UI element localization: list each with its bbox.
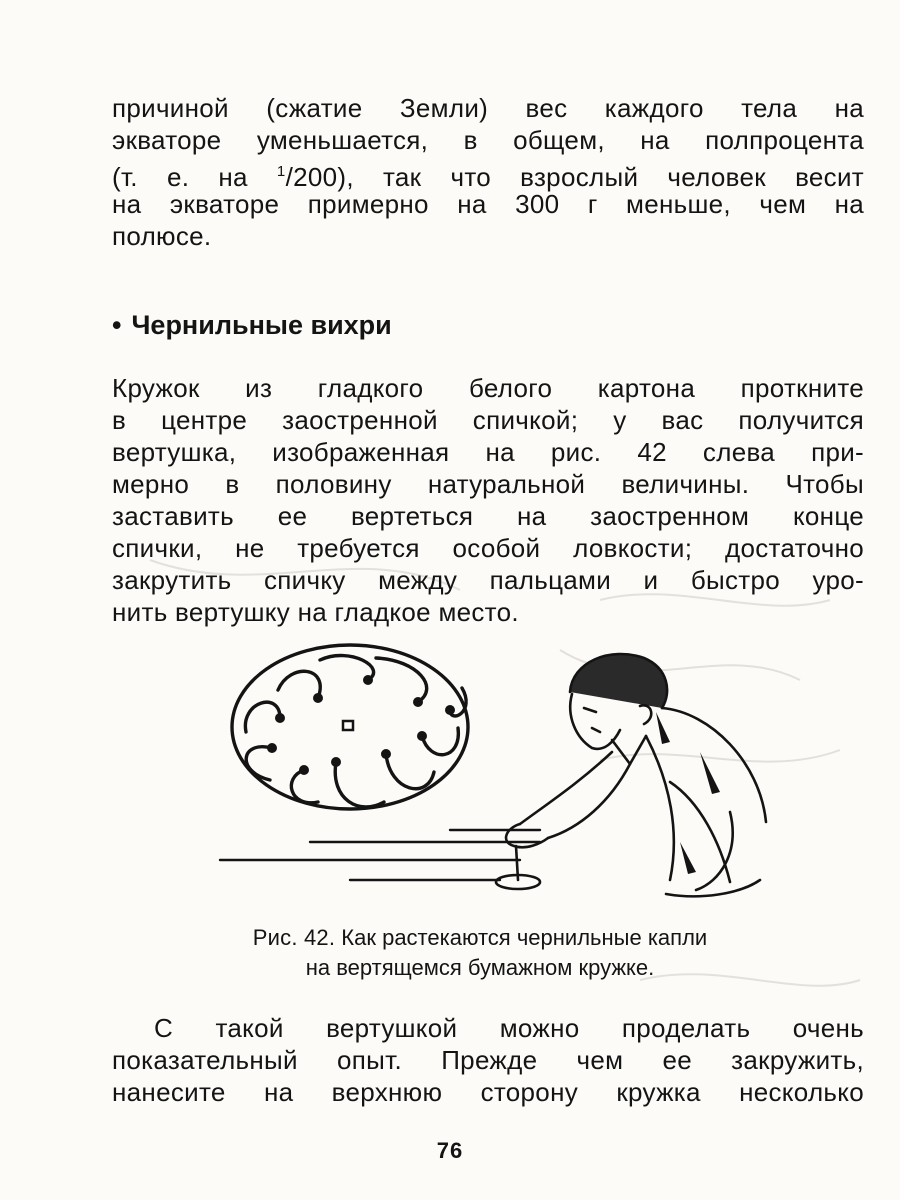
text-line-fraction [112,156,864,192]
caption-label: Рис. 42. [252,925,336,950]
paragraph-intro [112,92,864,252]
text-line: Кружок из гладкого белого картона проткните [112,373,864,403]
text-line: вертушка, изображенная на рис. 42 слева при- [112,437,864,467]
text-line: мерно в половину натуральной величины. Чтобы [112,469,864,499]
shading-marks [656,712,720,874]
boy-figure [496,654,766,896]
section-heading [112,308,392,342]
text-line: экваторе уменьшается, в общем, на полпроцента [112,125,864,155]
text-line: полюсе. [112,221,212,251]
ink-disc-drawing [232,645,468,809]
text-line: в центре заостренной спичкой; у вас получится [112,405,864,435]
paragraph-experiment [112,1012,864,1108]
text-fragment: (т. е. на [112,162,277,192]
text-line: причиной (сжатие Земли) вес каждого тела на [112,93,864,123]
table-surface-lines [220,830,540,880]
section-title: Чернильные вихри [131,310,392,340]
bullet-icon: • [112,310,122,340]
text-line: заставить ее вертеться на заостренном конце [112,501,864,531]
text-line: нанесите на верхнюю сторону кружка несколько [112,1077,864,1107]
caption-line [150,923,810,953]
figure-caption [150,923,810,983]
page-number: 76 [436,1138,464,1163]
text-line: закрутить спичку между пальцами и быстро уро- [112,565,864,595]
text-line: показательный опыт. Прежде чем ее закружить, [112,1045,864,1075]
text-line: спички, не требуется особой ловкости; достаточно [112,533,864,563]
text-fragment: /200), так что взрослый человек весит [285,162,864,192]
text-line: на экваторе примерно на 300 г меньше, чем на [112,189,864,219]
caption-line: на вертящемся бумажном кружке. [305,955,655,980]
text-line: С такой вертушкой можно проделать очень [154,1013,864,1043]
text-line: нить вертушку на гладкое место. [112,597,519,627]
fraction-numerator: 1 [276,163,286,180]
figure-42-illustration [200,632,860,910]
paragraph-instructions [112,372,864,628]
disc-center-mark [343,721,353,730]
caption-text: Как растекаются чернильные капли [341,925,708,950]
